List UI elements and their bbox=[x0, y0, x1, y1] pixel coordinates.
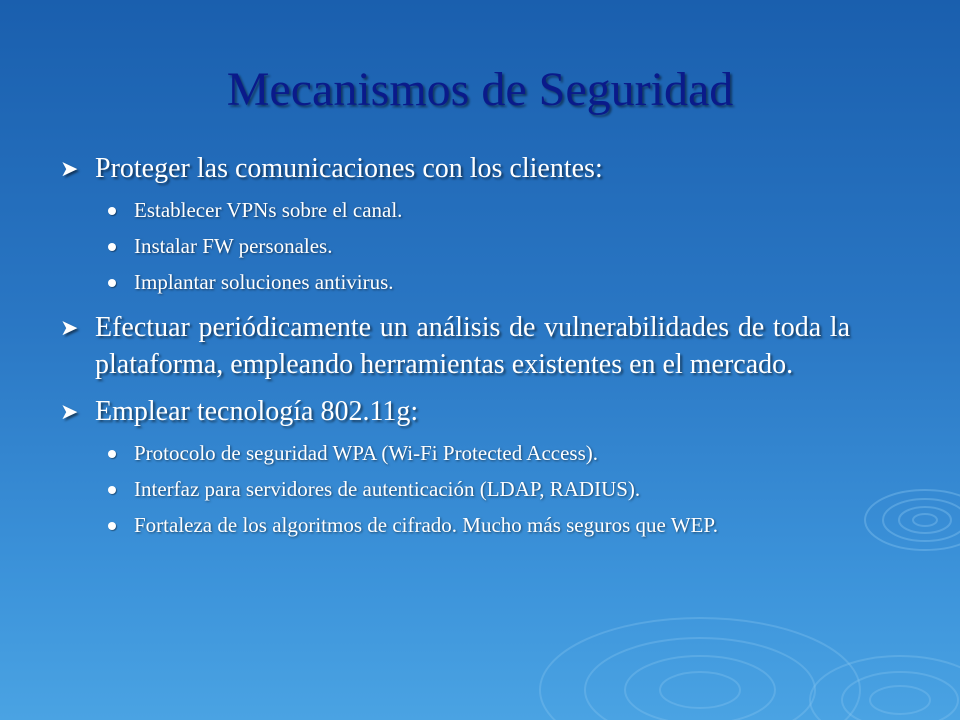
sub-bullet-text: Protocolo de seguridad WPA (Wi-Fi Protected Access). bbox=[134, 441, 598, 465]
bullet-1-text: Proteger las comunicaciones con los clientes: bbox=[95, 153, 603, 184]
sub-bullet bbox=[60, 476, 850, 502]
bullet-2-text: Efectuar periódicamente un análisis de vulnerabilidades de toda la plataforma, empleando herramientas existentes en el mercado. bbox=[95, 312, 850, 380]
round-bullet-icon bbox=[108, 486, 116, 494]
slide-title: Mecanismos de Seguridad bbox=[226, 63, 734, 116]
sub-bullet bbox=[60, 512, 850, 538]
arrow-bullet-icon: ➤ bbox=[60, 399, 79, 424]
sub-bullet bbox=[60, 269, 850, 295]
sub-bullet bbox=[60, 197, 850, 223]
sub-bullet-text: Interfaz para servidores de autenticación (LDAP, RADIUS). bbox=[134, 477, 641, 501]
sub-bullet bbox=[60, 440, 850, 466]
round-bullet-icon bbox=[108, 522, 116, 530]
sub-bullet-text: Establecer VPNs sobre el canal. bbox=[134, 198, 403, 222]
bullet-2 bbox=[60, 309, 850, 383]
round-bullet-icon bbox=[108, 279, 116, 287]
arrow-bullet-icon: ➤ bbox=[60, 315, 79, 340]
round-bullet-icon bbox=[108, 207, 116, 215]
sub-bullet-text: Instalar FW personales. bbox=[134, 234, 333, 258]
bullet-3-text: Emplear tecnología 802.11g: bbox=[95, 396, 419, 427]
sub-bullet-text: Implantar soluciones antivirus. bbox=[134, 270, 394, 294]
bullet-3 bbox=[60, 393, 850, 430]
round-bullet-icon bbox=[108, 450, 116, 458]
slide-content bbox=[60, 150, 850, 542]
arrow-bullet-icon: ➤ bbox=[60, 156, 79, 181]
round-bullet-icon bbox=[108, 243, 116, 251]
bullet-1 bbox=[60, 150, 850, 187]
sub-bullet-text: Fortaleza de los algoritmos de cifrado. Mucho más seguros que WEP. bbox=[134, 513, 718, 537]
bullet-1-sublist bbox=[60, 197, 850, 295]
sub-bullet bbox=[60, 233, 850, 259]
bullet-3-sublist bbox=[60, 440, 850, 538]
